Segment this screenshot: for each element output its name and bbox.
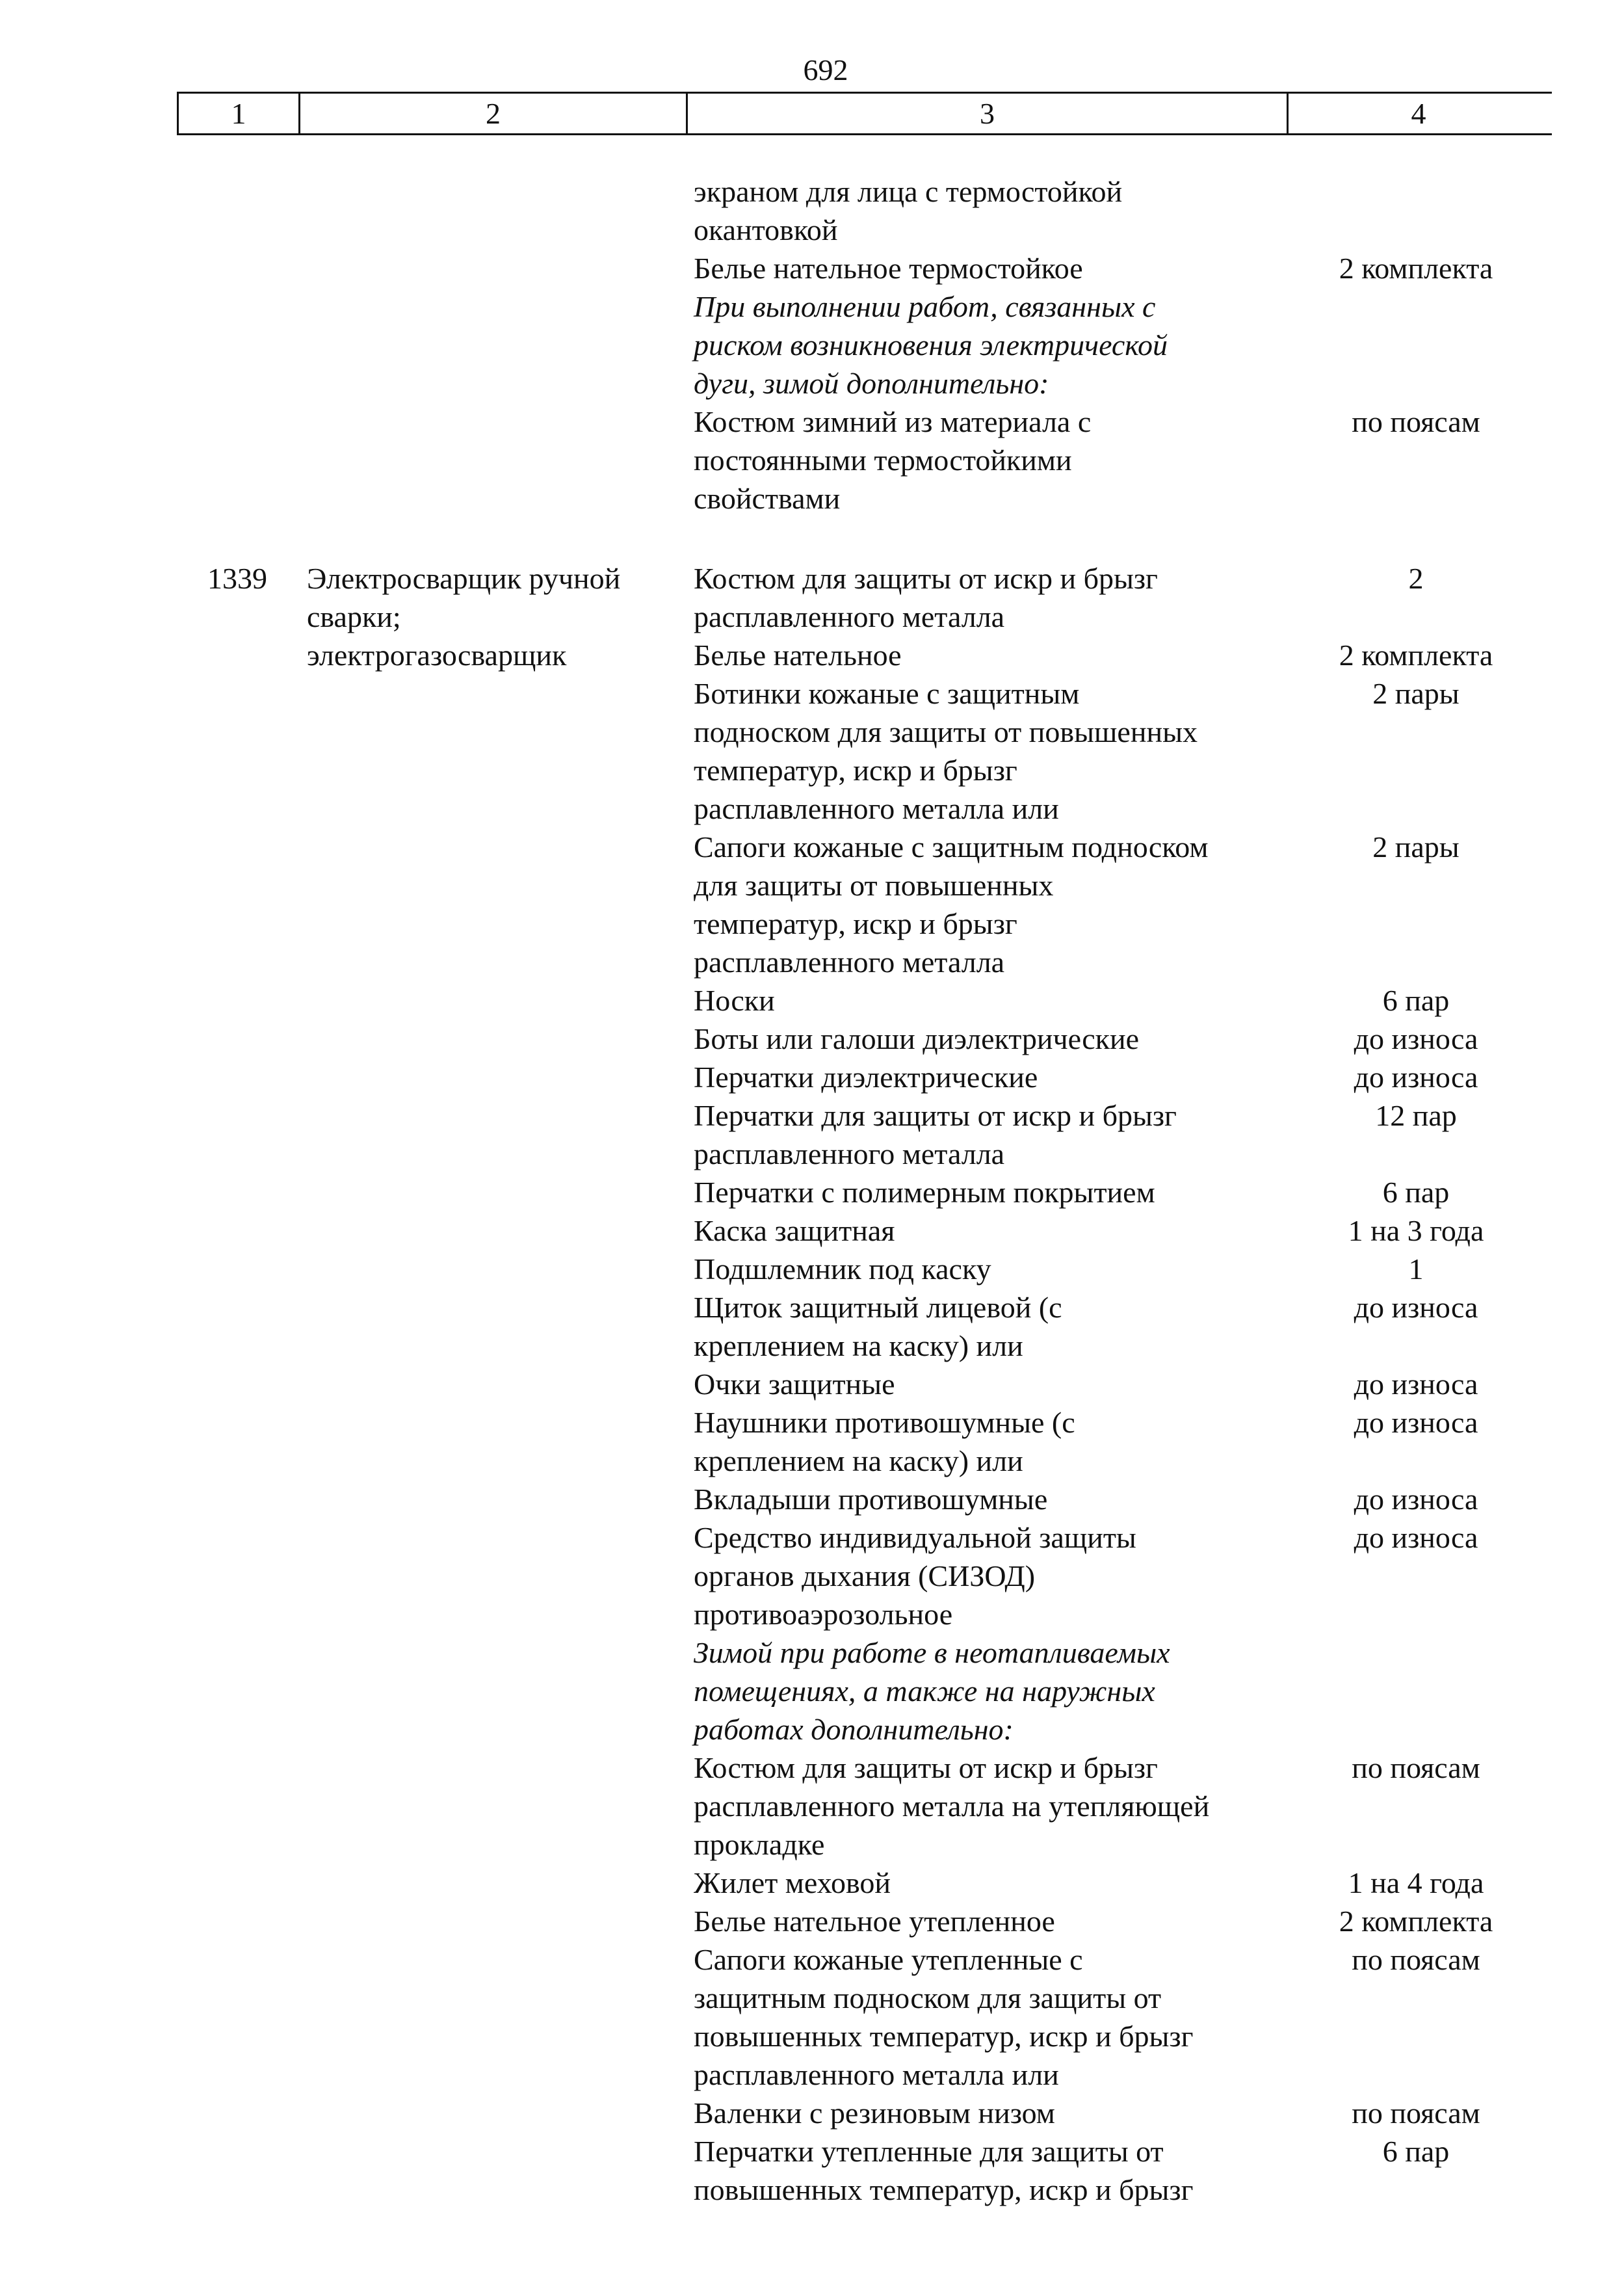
page-number: 692 xyxy=(803,53,848,86)
item-name-line: Жилет меховой xyxy=(694,1866,891,1899)
item-quantity: 2 комплекта xyxy=(1339,252,1493,285)
item-name-line: защитным подноском для защиты от xyxy=(694,1981,1162,2014)
item-name-line: Очки защитные xyxy=(694,1367,895,1401)
note-line: При выполнении работ, связанных с xyxy=(694,290,1156,323)
item-name-line: Боты или галоши диэлектрические xyxy=(694,1022,1140,1055)
item-quantity: 6 пар xyxy=(1382,2135,1450,2168)
profession-line: сварки; xyxy=(307,600,401,633)
item-quantity: 6 пар xyxy=(1382,1176,1450,1209)
item-quantity: 12 пар xyxy=(1375,1099,1457,1132)
item-name-line: Белье нательное термостойкое xyxy=(694,252,1083,285)
item-quantity: по поясам xyxy=(1352,1751,1480,1784)
entry-number: 1339 xyxy=(207,562,267,595)
item-quantity: до износа xyxy=(1354,1406,1478,1439)
item-quantity: по поясам xyxy=(1352,2096,1480,2130)
note-line: Зимой при работе в неотапливаемых xyxy=(694,1636,1170,1669)
note-line: дуги, зимой дополнительно: xyxy=(694,367,1049,400)
item-name-line: Каска защитная xyxy=(694,1214,895,1247)
item-quantity: до износа xyxy=(1354,1291,1478,1324)
item-quantity: до износа xyxy=(1354,1521,1478,1554)
item-name-line: постоянными термостойкими xyxy=(694,443,1072,477)
item-name-line: расплавленного металла или xyxy=(694,2058,1059,2091)
item-name-line: повышенных температур, искр и брызг xyxy=(694,2173,1194,2206)
item-quantity: по поясам xyxy=(1352,1943,1480,1976)
item-name-line: расплавленного металла или xyxy=(694,792,1059,825)
item-name-line: Перчатки диэлектрические xyxy=(694,1061,1038,1094)
item-quantity: 1 на 4 года xyxy=(1348,1866,1484,1899)
item-quantity: 1 на 3 года xyxy=(1348,1214,1484,1247)
item-name-line: Подшлемник под каску xyxy=(694,1252,991,1286)
item-name-line: Костюм для защиты от искр и брызг xyxy=(694,562,1158,595)
item-name-line: Белье нательное утепленное xyxy=(694,1905,1055,1938)
header-col-3: 3 xyxy=(980,97,995,130)
item-name-line: расплавленного металла xyxy=(694,1137,1005,1170)
item-name-line: Ботинки кожаные с защитным xyxy=(694,677,1080,710)
table-header xyxy=(177,92,1552,135)
item-name-line: расплавленного металла xyxy=(694,945,1005,979)
item-name-line: Щиток защитный лицевой (с xyxy=(694,1291,1062,1324)
item-quantity: по поясам xyxy=(1352,405,1480,438)
item-quantity: 6 пар xyxy=(1382,984,1450,1017)
item-name-line: расплавленного металла xyxy=(694,600,1005,633)
item-name-line: Перчатки утепленные для защиты от xyxy=(694,2135,1164,2168)
item-name-line: Наушники противошумные (с xyxy=(694,1406,1075,1439)
item-quantity: до износа xyxy=(1354,1061,1478,1094)
item-name-line: Носки xyxy=(694,984,775,1017)
header-col-1: 1 xyxy=(231,97,246,130)
item-name-line: повышенных температур, искр и брызг xyxy=(694,2020,1194,2053)
item-name-line: температур, искр и брызг xyxy=(694,907,1017,940)
item-quantity: до износа xyxy=(1354,1367,1478,1401)
profession-line: электрогазосварщик xyxy=(307,639,567,672)
header-col-4: 4 xyxy=(1411,97,1426,130)
header-col-2: 2 xyxy=(486,97,501,130)
item-quantity: 2 xyxy=(1408,562,1424,595)
item-name-line: свойствами xyxy=(694,482,841,515)
item-name-line: креплением на каску) или xyxy=(694,1329,1023,1362)
item-name-line: Белье нательное xyxy=(694,639,902,672)
item-quantity: 2 пары xyxy=(1372,677,1460,710)
item-name-line: Средство индивидуальной защиты xyxy=(694,1521,1136,1554)
item-quantity: до износа xyxy=(1354,1022,1478,1055)
item-name-line: противоаэрозольное xyxy=(694,1598,953,1631)
item-name-line: окантовкой xyxy=(694,213,838,246)
item-quantity: 1 xyxy=(1408,1252,1424,1286)
item-name-line: расплавленного металла на утепляющей xyxy=(694,1789,1210,1823)
item-name-line: для защиты от повышенных xyxy=(694,869,1054,902)
item-name-line: подноском для защиты от повышенных xyxy=(694,715,1198,748)
item-name-line: креплением на каску) или xyxy=(694,1444,1023,1477)
item-quantity: 2 комплекта xyxy=(1339,639,1493,672)
profession-line: Электросварщик ручной xyxy=(307,562,621,595)
item-name-line: Сапоги кожаные с защитным подноском xyxy=(694,830,1209,864)
note-line: помещениях, а также на наружных xyxy=(694,1674,1155,1708)
item-name-line: Валенки с резиновым низом xyxy=(694,2096,1055,2130)
item-name-line: Костюм для защиты от искр и брызг xyxy=(694,1751,1158,1784)
item-name-line: Перчатки с полимерным покрытием xyxy=(694,1176,1155,1209)
item-quantity: до износа xyxy=(1354,1483,1478,1516)
item-name-line: Сапоги кожаные утепленные с xyxy=(694,1943,1083,1976)
note-line: риском возникновения электрической xyxy=(694,328,1168,362)
item-name-line: температур, искр и брызг xyxy=(694,754,1017,787)
item-name-line: органов дыхания (СИЗОД) xyxy=(694,1559,1036,1592)
note-line: работах дополнительно: xyxy=(694,1713,1014,1746)
item-name-line: Костюм зимний из материала с xyxy=(694,405,1092,438)
item-name-line: Перчатки для защиты от искр и брызг xyxy=(694,1099,1177,1132)
item-quantity: 2 комплекта xyxy=(1339,1905,1493,1938)
item-name-line: экраном для лица с термостойкой xyxy=(694,175,1123,208)
item-quantity: 2 пары xyxy=(1372,830,1460,864)
item-name-line: Вкладыши противошумные xyxy=(694,1483,1048,1516)
item-name-line: прокладке xyxy=(694,1828,825,1861)
